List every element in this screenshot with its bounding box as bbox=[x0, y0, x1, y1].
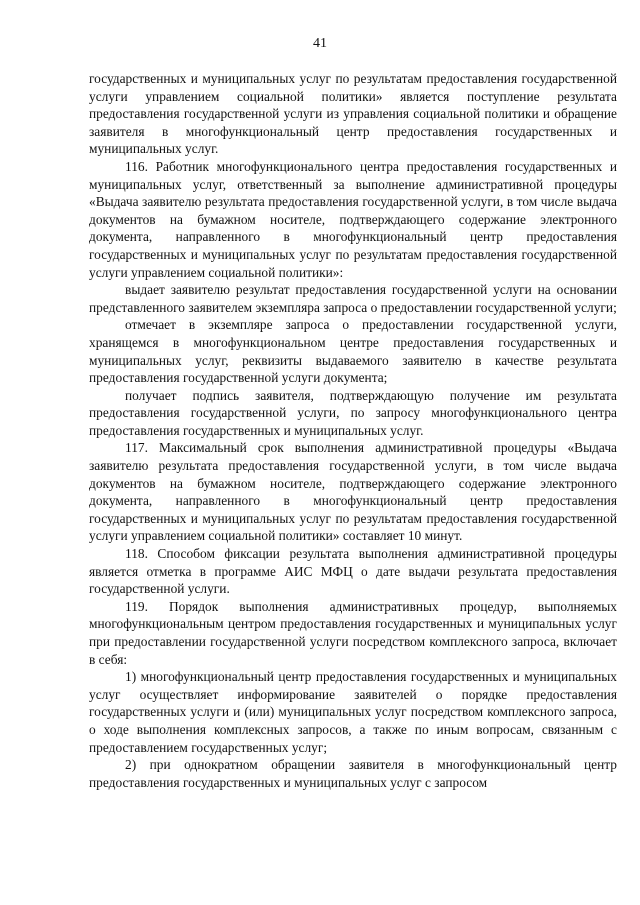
paragraph-117: 117. Максимальный срок выполнения административной процедуры «Выдача заявителю результата предоставления государственной услуги, в том числе выдача документов на бумажном носителе, подтверждающего содержание электронного документа, направленного в многофункциональный центр предоставления государственных и муниципальных услуг по результатам предоставления государственной услуги управлением социальной политики» составляет 10 минут. bbox=[89, 440, 617, 544]
page-number: 41 bbox=[313, 36, 327, 51]
paragraph-116: 116. Работник многофункционального центра предоставления государственных и муниципальных услуг, ответственный за выполнение административной процедуры «Выдача заявителю результата предоставления государственной услуги, в том числе выдача документов на бумажном носителе, подтверждающего содержание электронного документа, направленного в многофункциональный центр предоставления государственных и муниципальных услуг по результатам предоставления государственной услуги управлением социальной политики»: bbox=[89, 158, 617, 280]
paragraph-116-item-signature: получает подпись заявителя, подтверждающую получение им результата предоставления государственной услуги, по запросу многофункционального центра предоставления государственных и муниципальных услуг. bbox=[89, 387, 617, 438]
paragraph-116-item-issue: выдает заявителю результат предоставления государственной услуги на основании представленного заявителем экземпляра запроса о предоставлении государственной услуги; bbox=[89, 282, 617, 315]
paragraph-118: 118. Способом фиксации результата выполнения административной процедуры является отметка в программе АИС МФЦ о дате выдачи результата предоставления государственной услуги. bbox=[89, 546, 617, 597]
paragraph-continuation: государственных и муниципальных услуг по результатам предоставления государственной услуги управлением социальной политики» является поступление результата предоставления государственной услуги из управления социальной политики и обращение заявителя в многофункциональный центр предоставления государственных и муниципальных услуг. bbox=[89, 71, 617, 157]
document-body bbox=[89, 70, 617, 791]
paragraph-116-item-mark: отмечает в экземпляре запроса о предоставлении государственной услуги, хранящемся в многофункциональном центре предоставления государственных и муниципальных услуг, реквизиты выдаваемого заявителю в качестве результата предоставления государственной услуги документа; bbox=[89, 317, 617, 386]
paragraph-119-item-2: 2) при однократном обращении заявителя в многофункциональный центр предоставления государственных и муниципальных услуг с запросом bbox=[89, 757, 617, 790]
paragraph-119: 119. Порядок выполнения административных процедур, выполняемых многофункциональным центром предоставления государственных и муниципальных услуг при предоставлении государственной услуги посредством комплексного запроса, включает в себя: bbox=[89, 598, 617, 667]
paragraph-119-item-1: 1) многофункциональный центр предоставления государственных и муниципальных услуг осуществляет информирование заявителей о порядке предоставления государственных услуги и (или) муниципальных услуг посредством комплексного запроса, о ходе выполнения комплексных запросов, а также по иным вопросам, связанным с предоставлением государственных услуг; bbox=[89, 669, 617, 755]
